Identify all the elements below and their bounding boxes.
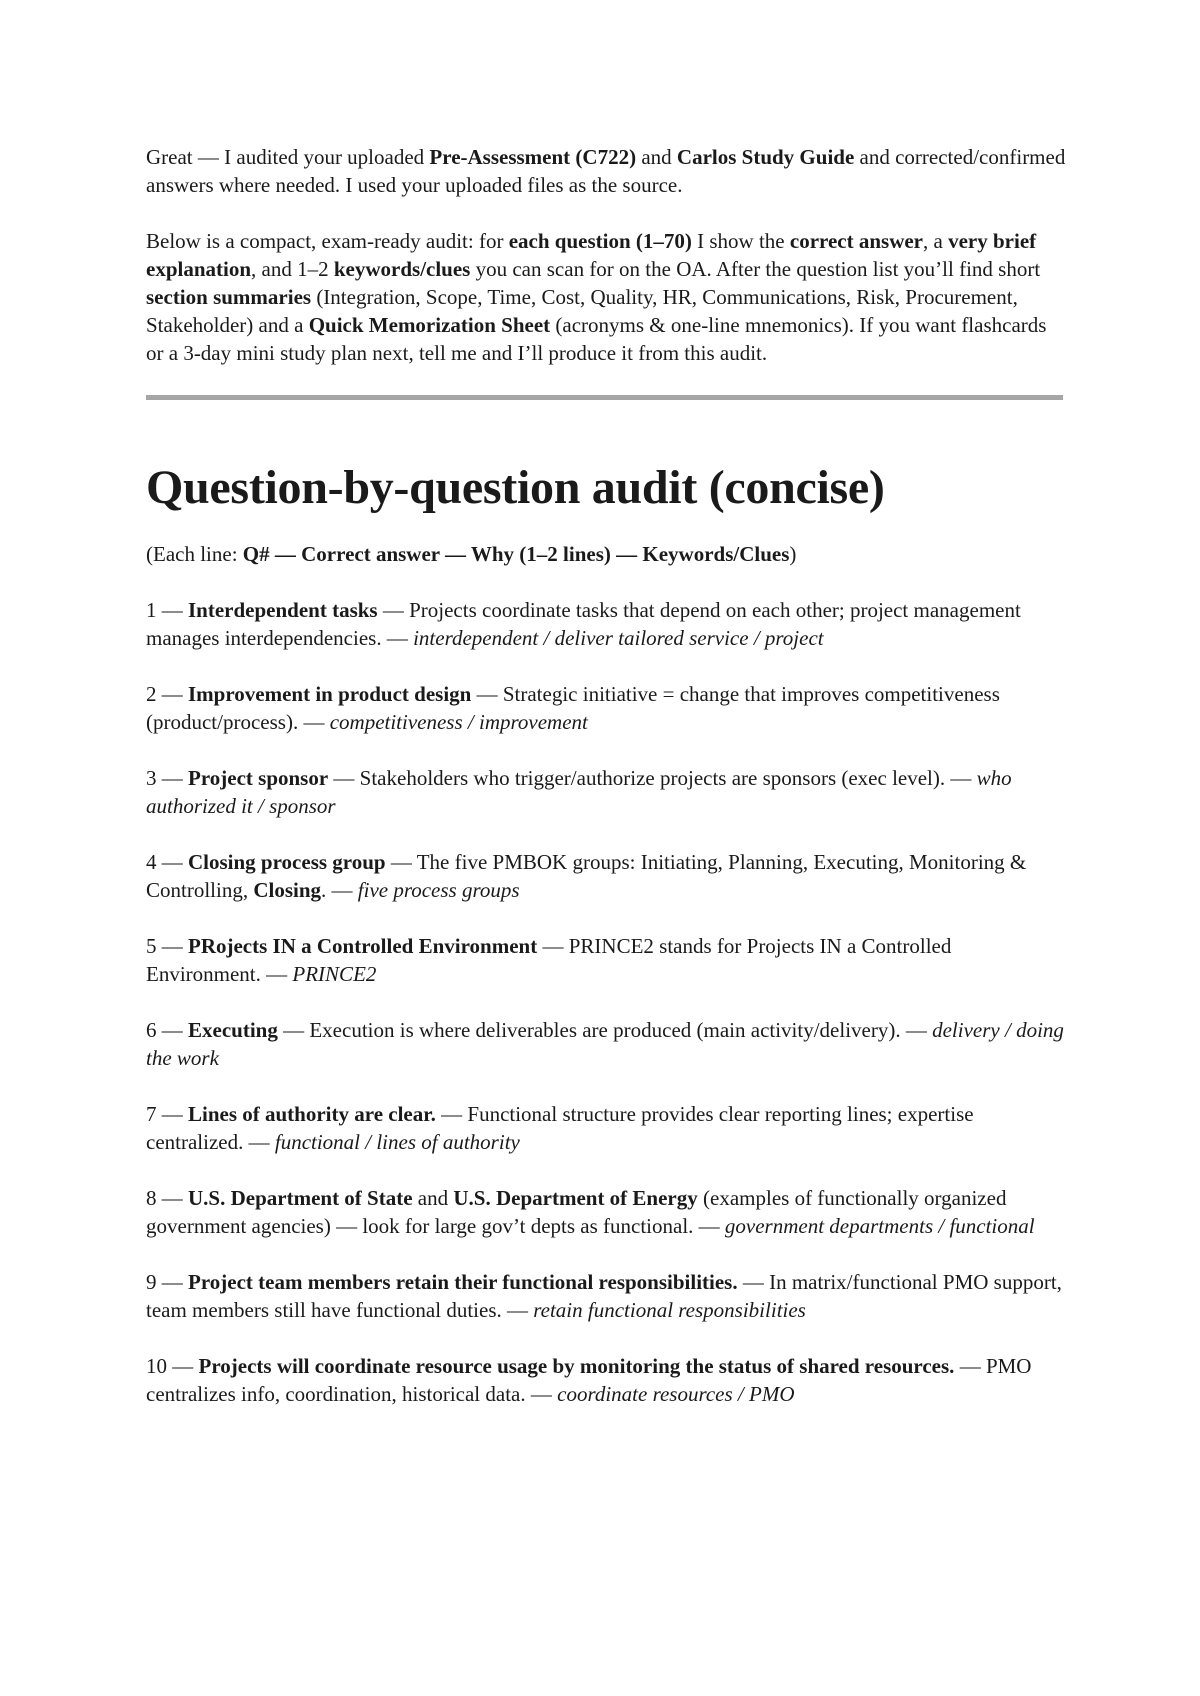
question-explanation: — Stakeholders who trigger/authorize projects are sponsors (exec level). — — [328, 766, 977, 790]
bold-section-summaries: section summaries — [146, 285, 312, 309]
question-keywords: government departments / functional — [724, 1214, 1035, 1238]
text-run: , a — [923, 229, 949, 253]
question-number: 10 — — [146, 1354, 199, 1378]
question-number: 1 — — [146, 598, 188, 622]
text-run: (Integration, Scope, Time, Cost, Quality, HR, Communications, Risk, Procurement, Stakeholder) and a — [146, 285, 1018, 337]
text-run: ) — [789, 542, 797, 566]
question-answer: PRojects IN a Controlled Environment — [188, 934, 538, 958]
bold-correct-answer: correct answer — [789, 229, 924, 253]
intro-paragraph-1 — [146, 143, 1066, 199]
question-item-3 — [146, 764, 1066, 820]
text-run: , and 1–2 — [251, 257, 334, 281]
question-explanation: — The five PMBOK groups: Initiating, Planning, Executing, Monitoring & Controlling, — [146, 850, 1027, 902]
question-answer: Project team members retain their functional responsibilities. — [188, 1270, 738, 1294]
legend-qnum: Q# — [242, 542, 270, 566]
bold-each-question: each question (1–70) — [508, 229, 692, 253]
question-item-10 — [146, 1352, 1066, 1408]
question-answer: Projects will coordinate resource usage by monitoring the status of shared resources. — [198, 1354, 955, 1378]
text-run: and — [636, 145, 677, 169]
question-item-1 — [146, 596, 1066, 652]
question-explanation: — Execution is where deliverables are produced (main activity/delivery). — — [277, 1018, 933, 1042]
question-explanation: — PRINCE2 stands for Projects IN a Controlled Environment. — — [146, 934, 952, 986]
question-answer: Lines of authority are clear. — [188, 1102, 436, 1126]
question-bold-term: Closing — [253, 878, 322, 902]
legend-line — [146, 540, 1066, 568]
question-keywords: PRINCE2 — [292, 962, 377, 986]
question-item-7 — [146, 1100, 1066, 1156]
question-number: 6 — — [146, 1018, 188, 1042]
question-item-8 — [146, 1184, 1066, 1240]
question-answer: Improvement in product design — [188, 682, 472, 706]
question-answer: Closing process group — [188, 850, 386, 874]
question-number: 3 — — [146, 766, 188, 790]
question-number: 9 — — [146, 1270, 188, 1294]
question-item-5 — [146, 932, 1066, 988]
question-number: 8 — — [146, 1186, 188, 1210]
text-run: you can scan for on the OA. After the question list you’ll find short — [470, 257, 1041, 281]
question-number: 2 — — [146, 682, 188, 706]
question-number: 7 — — [146, 1102, 188, 1126]
horizontal-rule — [146, 395, 1063, 400]
question-answer: Interdependent tasks — [188, 598, 378, 622]
question-keywords: interdependent / deliver tailored service / project — [413, 626, 824, 650]
question-keywords: coordinate resources / PMO — [557, 1382, 795, 1406]
text-run: Great — I audited your uploaded — [146, 145, 430, 169]
question-keywords: who authorized it / sponsor — [146, 766, 1012, 818]
question-item-6 — [146, 1016, 1066, 1072]
question-explanation: — Functional structure provides clear reporting lines; expertise centralized. — — [146, 1102, 974, 1154]
text-run: Below is a compact, exam-ready audit: for — [146, 229, 509, 253]
question-number: 4 — — [146, 850, 188, 874]
question-item-9 — [146, 1268, 1066, 1324]
legend-sep: — — [269, 542, 302, 566]
question-explanation: (examples of functionally organized government agencies) — look for large gov’t depts as functional. — — [146, 1186, 1007, 1238]
bold-keywords: keywords/clues — [333, 257, 471, 281]
question-separator: . — — [321, 878, 358, 902]
legend-keywords: Keywords/Clues — [642, 542, 790, 566]
text-run: I show the — [691, 229, 790, 253]
question-keywords: competitiveness / improvement — [329, 710, 588, 734]
question-item-4 — [146, 848, 1066, 904]
legend-why: Why (1–2 lines) — [470, 542, 611, 566]
question-explanation: — PMO centralizes info, coordination, historical data. — — [146, 1354, 1032, 1406]
question-keywords: delivery / doing the work — [146, 1018, 1064, 1070]
question-explanation: — In matrix/functional PMO support, team members still have functional duties. — — [146, 1270, 1062, 1322]
question-answer-2: U.S. Department of Energy — [453, 1186, 698, 1210]
question-item-2 — [146, 680, 1066, 736]
document-page — [146, 143, 1066, 1408]
text-run: and — [412, 1186, 454, 1210]
bold-study-guide: Carlos Study Guide — [676, 145, 855, 169]
text-run: (Each line: — [146, 542, 243, 566]
question-explanation: — Projects coordinate tasks that depend on each other; project management manages interdependencies. — — [146, 598, 1021, 650]
legend-sep: — — [439, 542, 471, 566]
question-keywords: functional / lines of authority — [274, 1130, 520, 1154]
legend-answer: Correct answer — [301, 542, 440, 566]
bold-pre-assessment: Pre-Assessment (C722) — [429, 145, 637, 169]
legend-sep: — — [610, 542, 643, 566]
question-keywords: retain functional responsibilities — [533, 1298, 806, 1322]
question-keywords: five process groups — [357, 878, 520, 902]
intro-paragraph-2 — [146, 227, 1066, 367]
bold-memorization-sheet: Quick Memorization Sheet — [308, 313, 551, 337]
bold-brief-explanation: very brief explanation — [146, 229, 1037, 281]
text-run: and corrected/confirmed answers where needed. I used your uploaded files as the source. — [146, 145, 1066, 197]
question-answer: Executing — [188, 1018, 278, 1042]
question-number: 5 — — [146, 934, 188, 958]
question-explanation: — Strategic initiative = change that improves competitiveness (product/process). — — [146, 682, 1000, 734]
section-heading: Question-by-question audit (concise) — [146, 461, 885, 514]
question-answer: U.S. Department of State — [188, 1186, 413, 1210]
question-answer: Project sponsor — [188, 766, 329, 790]
text-run: (acronyms & one-line mnemonics). If you want flashcards or a 3-day mini study plan next, tell me and I’ll produce it from this audit. — [146, 313, 1047, 365]
